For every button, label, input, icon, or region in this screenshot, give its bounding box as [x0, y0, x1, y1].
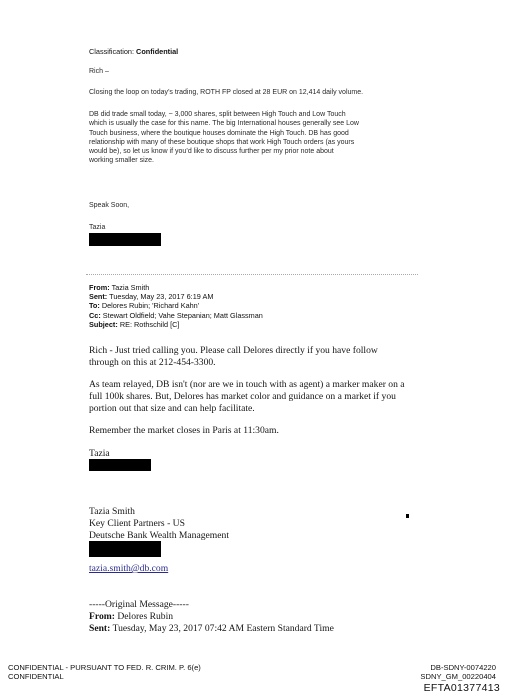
footer-confidential-notice: [8, 663, 201, 681]
trading-summary-paragraph: Closing the loop on today’s trading, ROTH FP closed at 28 EUR on 12,414 daily volume.: [89, 89, 364, 96]
original-message-separator: -----Original Message-----: [89, 599, 189, 610]
original-sent-label: Sent:: [89, 623, 111, 634]
footer-id: SDNY_GM_00220404: [420, 672, 496, 681]
subject-label: Subject:: [89, 319, 118, 329]
paragraph-line: full 100k shares. But, Delores has market color and guidance on a market if you: [89, 390, 396, 402]
trading-detail-paragraph: [89, 110, 359, 166]
paragraph-line: through on this at 212-454-3300.: [89, 356, 216, 368]
original-from-value: Delores Rubin: [117, 611, 174, 622]
paragraph-line: which is usually the case for this name. The big International houses generally see Low: [89, 120, 359, 128]
subject-value: RE: Rothschild [C]: [119, 319, 180, 329]
signature-firm: Deutsche Bank Wealth Management: [89, 529, 229, 541]
original-sent-line: [89, 623, 334, 635]
closing-line: Speak Soon,: [89, 202, 130, 209]
from-label: From:: [89, 283, 110, 292]
reply-paragraph-market: [89, 379, 405, 414]
paragraph-line: working smaller size.: [89, 157, 154, 165]
footer-line: CONFIDENTIAL - PURSUANT TO FED. R. CRIM. P. 6(e): [8, 663, 201, 672]
from-value: Tazia Smith: [111, 283, 150, 292]
sent-value: Tuesday, May 23, 2017 6:19 AM: [109, 292, 214, 302]
cc-label: Cc:: [89, 310, 101, 320]
original-from-label: From:: [89, 611, 115, 622]
sent-label: Sent:: [89, 292, 108, 302]
paragraph-line: Touch business, where the boutique houses dominate the High Touch. DB has good: [89, 129, 349, 137]
greeting: Rich –: [89, 68, 109, 75]
reply-signer-name: Tazia: [89, 448, 110, 459]
paragraph-line: relationship with many of these boutique shops that work High Touch orders (as yours: [89, 138, 355, 146]
to-label: To:: [89, 301, 100, 311]
paragraph-line: Rich - Just tried calling you. Please call Delores directly if you have follow: [89, 345, 378, 356]
classification-label: Classification:: [89, 47, 135, 56]
footer-document-ids: [420, 663, 496, 681]
reply-paragraph-close-time: Remember the market closes in Paris at 11:30am.: [89, 425, 279, 436]
email-link[interactable]: tazia.smith@db.com: [89, 563, 169, 574]
classification-line: [89, 47, 178, 56]
signature-team: Key Client Partners - US: [89, 517, 185, 529]
paragraph-line: DB did trade small today, ~ 3,000 shares, split between High Touch and Low Touch: [89, 111, 346, 118]
bullet-dot: [406, 514, 409, 518]
classification-value: Confidential: [136, 47, 179, 56]
bates-number: EFTA01377413: [423, 682, 500, 694]
original-sent-value: Tuesday, May 23, 2017 07:42 AM Eastern Standard Time: [112, 623, 334, 634]
redaction-box: [89, 233, 161, 246]
signature-name: Tazia Smith: [89, 506, 135, 517]
footer-id: DB-SDNY-0074220: [430, 663, 496, 672]
paragraph-line: portion out that size and can help facilitate.: [89, 402, 255, 414]
redaction-box: [89, 459, 151, 471]
reply-header: [89, 283, 263, 329]
signer-name: Tazia: [89, 224, 106, 231]
redaction-box: [89, 541, 161, 557]
cc-value: Stewart Oldfield; Vahe Stepanian; Matt Glassman: [102, 310, 263, 320]
to-value: Delores Rubin; 'Richard Kahn': [101, 301, 200, 311]
message-divider: [86, 274, 418, 275]
paragraph-line: would be), so let us know if you’d like to discuss further per my prior note about: [89, 148, 334, 156]
original-from-line: [89, 611, 173, 623]
reply-paragraph-call: [89, 345, 378, 369]
paragraph-line: As team relayed, DB isn't (nor are we in touch with as agent) a marker maker on a: [89, 379, 405, 390]
footer-line: CONFIDENTIAL: [8, 672, 64, 681]
email-signature: [89, 506, 229, 541]
